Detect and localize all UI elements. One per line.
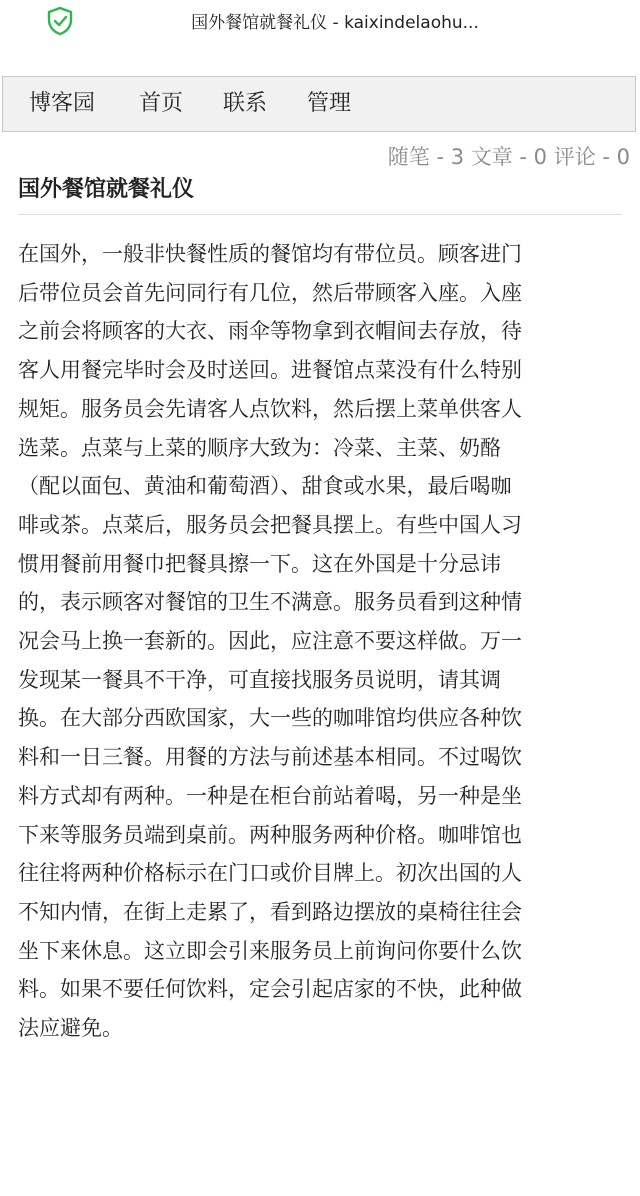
- browser-page-title: 国外餐馆就餐礼仪 - kaixindelaohu...: [191, 13, 479, 33]
- post-body-line: 后带位员会首先问同行有几位，然后带顾客入座。入座: [18, 280, 522, 305]
- post-body-line: 选菜。点菜与上菜的顺序大致为：冷菜、主菜、奶酪: [18, 435, 501, 460]
- post-body-line: 发现某一餐具不干净，可直接找服务员说明，请其调: [18, 667, 501, 692]
- post-body-line: 不知内情，在街上走累了，看到路边摆放的桌椅往往会: [18, 899, 522, 924]
- post-body-line: 啡或茶。点菜后，服务员会把餐具摆上。有些中国人习: [18, 512, 522, 537]
- post-title[interactable]: 国外餐馆就餐礼仪: [18, 177, 195, 202]
- nav-item-cnblogs[interactable]: 博客园: [29, 91, 96, 116]
- title-divider: [18, 214, 622, 215]
- post-body-line: 下来等服务员端到桌前。两种服务两种价格。咖啡馆也: [18, 822, 522, 847]
- post-body-line: （配以面包、黄油和葡萄酒）、甜食或水果，最后喝咖: [18, 474, 512, 499]
- post-body-line: 料和一日三餐。用餐的方法与前述基本相同。不过喝饮: [18, 745, 522, 770]
- post-body: [18, 235, 622, 1048]
- nav-item-admin[interactable]: 管理: [307, 91, 352, 116]
- post-body-line: 在国外，一般非快餐性质的餐馆均有带位员。顾客进门: [18, 242, 522, 266]
- post-body-line: 料方式却有两种。一种是在柜台前站着喝，另一种是坐: [18, 783, 522, 808]
- nav-item-contact[interactable]: 联系: [223, 91, 268, 116]
- browser-top-bar: [0, 0, 640, 44]
- post-body-line: 之前会将顾客的大衣、雨伞等物拿到衣帽间去存放，待: [18, 319, 522, 344]
- post-body-line: 往往将两种价格标示在门口或价目牌上。初次出国的人: [18, 861, 522, 886]
- blog-nav-bar: [2, 76, 636, 132]
- post-body-line: 坐下来休息。这立即会引来服务员上前询问你要什么饮: [18, 938, 522, 963]
- post-body-line: 的，表示顾客对餐馆的卫生不满意。服务员看到这种情: [18, 590, 522, 615]
- post-body-line: 况会马上换一套新的。因此，应注意不要这样做。万一: [18, 629, 522, 654]
- post-body-line: 规矩。服务员会先请客人点饮料，然后摆上菜单供客人: [18, 396, 522, 421]
- post-body-line: 换。在大部分西欧国家，大一些的咖啡馆均供应各种饮: [18, 706, 522, 731]
- post-body-line: 惯用餐前用餐巾把餐具擦一下。这在外国是十分忌讳: [18, 551, 501, 576]
- post-body-line: 法应避免。: [18, 1016, 123, 1041]
- nav-item-home[interactable]: 首页: [139, 91, 184, 116]
- blog-stats: 随笔 - 3 文章 - 0 评论 - 0: [387, 145, 630, 169]
- post-body-line: 客人用餐完毕时会及时送回。进餐馆点菜没有什么特别: [18, 358, 522, 383]
- post-body-line: 料。如果不要任何饮料，定会引起店家的不快，此种做: [18, 977, 522, 1002]
